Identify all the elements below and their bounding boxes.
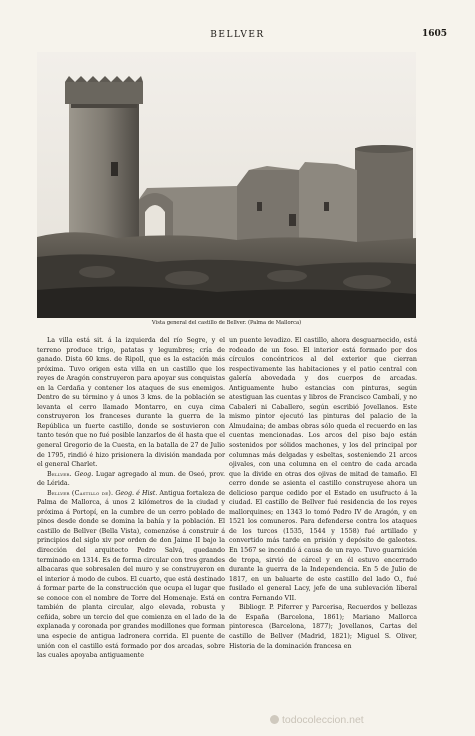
entry-headword: Bellver (Castillo de). <box>47 489 114 497</box>
entry-label: Geog. é Hist. <box>115 489 158 497</box>
page-number: 1605 <box>421 29 447 39</box>
paragraph: un puente levadizo. El castillo, ahora desguarnecido, está rodeado de un foso. El interior está formado por dos círculos concéntricos al del exterior que cierran respectivamente las habitaciones y el patio central con galería abovedada y dos cuerpos de arcadas. Antiguamente hubo estancias con pinturas, según atestiguan las cuentas y libros de Francisco Cambalí, y no Cabaleri ni Caballero, según escribió Jovellanos. Este mismo pintor ejecutó las pinturas del palacio de la Almudaina; de ambas obras sólo queda el recuerdo en las cuentas mencionadas. Los arcos del piso bajo están sostenidos por sólidos machones, y los del principal por columnas más delgadas y esbeltas, sosteniendo 21 arcos ojivales, con una columna en el centro de cada arcada que la divide en otras dos ojivas de mitad de tamaño. El cerro donde se asienta el castillo construyese ahora un delicioso parque cedido por el Estado en usufructo á la ciudad. El castillo de Bellver fué residencia de los reyes mallorquines; en 1343 lo tomó Pedro IV de Aragón, y en 1521 los comuneros. Para defenderse contra los ataques de los turcos (1535, 1544 y 1558) fué artillado y convertido más tarde en prisión y depósito de galeotes. En 1567 se incendió á causa de un rayo. Tuvo guarnición de tropa, sirvió de cárcel y en él estuvo encerrado durante la guerra de la Independencia. En 5 de Julio de 1817, en un baluarte de este castillo del lado O., fué fusilado el general Lacy, jefe de una sublevación liberal contra Fernando VII. <box>229 337 417 602</box>
watermark-logo-icon <box>270 715 279 724</box>
castle-photograph <box>37 52 416 318</box>
entry-text: Lugar agregado al mun. de Oseó, prov. de Lérida. <box>37 470 225 488</box>
entry-text: Antigua fortaleza de Palma de Mallorca, á unos 2 kilómetros de la ciudad y próxima á Portopí, en la cumbre de un cerro poblado de pinos desde donde se domina la bahía y la población. El castillo de Bellver (Bella Vista), comenzóse á construir á principios del siglo xiv por orden de don Jaime II bajo la dirección del arquitecto Pedro Salvá, quedando terminado en 1314. Es de forma circular con tres grandes albacaras que sobresalen del muro y se construyeron en el interior á modo de cubos. El cuarto, que está destinado á formar parte de la construcción que ocupa el lugar que se conoce con el nombre de Torre del Homenaje. Está en también de planta circular, algo elevada, robusta y ceñida, sobre un tercio del que comienza en el lado de la explanada y coronada por grandes modillones que forman una especie de antigua ladronera corrida. El puente de unión con el castillo está formado por dos arcadas, sobre las cuales apoyaba antiguamente <box>37 489 225 660</box>
watermark-text: todocoleccion.net <box>282 714 364 726</box>
right-text-column <box>229 336 417 651</box>
entry-headword: Bellver. <box>47 470 72 478</box>
left-text-column <box>37 336 225 661</box>
paragraph: La villa está sit. á la izquierda del río Segre, y el terreno produce trigo, patatas y legumbres; cría de ganado. Dista 60 kms. de Ripoll, que es la estación más próxima. Tuvo origen esta villa en un castillo que los reyes de Aragón construyeron para apoyar sus conquistas en la Cerdaña y contener los ataques de sus enemigos. Dentro de su término y á unos 3 kms. de la población se levanta el cerro llamado Montarro, en cuya cima construyeron los franceses durante la guerra de la República un fuerte castillo, donde se sostuvieron con tanto tesón que no fué posible lanzarlos de él hasta que el general Gregorio de la Cuesta, en la batalla de 27 de Julio de 1795, rindió é hizo prisionera la división mandada por el general Charlet. <box>37 337 225 469</box>
castle-photo-image <box>37 52 416 318</box>
running-header-title: BELLVER <box>210 30 265 40</box>
entry-castillo <box>37 489 225 661</box>
entry-label: Geog. <box>74 470 94 478</box>
photo-caption: Vista general del castillo de Bellver. (Palma de Mallorca) <box>151 320 302 326</box>
watermark <box>270 714 364 726</box>
bibliography: Bibliogr. P. Piferrer y Parcerisa, Recuerdos y bellezas de España (Barcelona, 1861); Mariano Mallorca pintoresca (Barcelona, 1877); Jovellanos, Cartas del castillo de Bellver (Madrid, 1821); Miguel S. Oliver, Historia de la dominación francesa en <box>229 604 417 650</box>
entry-bellver-geog <box>37 470 225 489</box>
